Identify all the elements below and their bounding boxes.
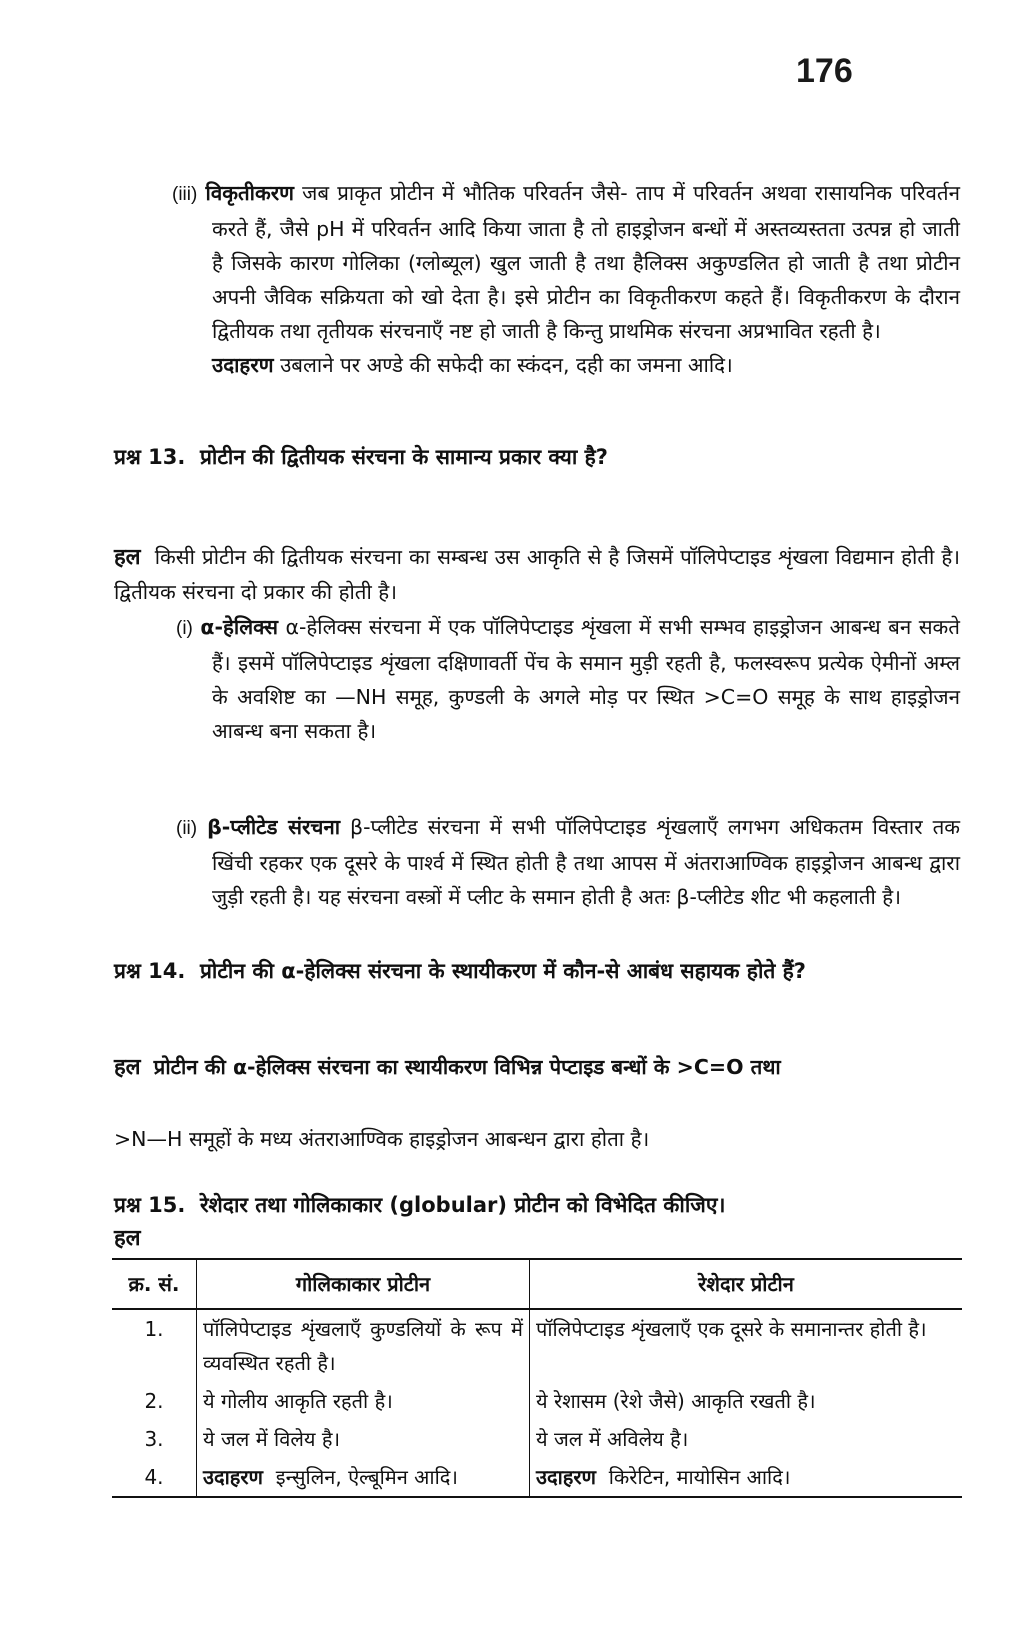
answer-text: किसी प्रोटीन की द्वितीयक संरचना का सम्बन्ध उस आकृति से है जिसमें पॉलिपेप्टाइड शृंखला विद्यमान होती है। द्वितीयक संरचना दो प्रकार की होती है। [114,545,960,604]
question-13 [114,440,954,474]
table-row [112,1382,962,1420]
answer-label: हल [114,1055,141,1080]
answer-14 [114,1050,960,1085]
denaturation-title: विकृतीकरण [205,181,294,205]
example-label: उदाहरण [212,353,274,377]
serial-cell: 4. [112,1458,197,1497]
serial-cell: 3. [144,1427,164,1451]
question-label: प्रश्न 15. [114,1193,186,1217]
fibrous-cell: पॉलिपेप्टाइड शृंखलाएँ एक दूसरे के समानान्तर होती है। [530,1309,963,1382]
table-row [112,1458,962,1497]
item-number: (ii) [176,818,198,839]
header-fibrous: रेशेदार प्रोटीन [530,1259,963,1309]
comparison-table [112,1258,962,1498]
example-text: उबलाने पर अण्डे की सफेदी का स्कंदन, दही का जमना आदि। [280,353,733,377]
answer-text: प्रोटीन की α-हेलिक्स संरचना का स्थायीकरण विभिन्न पेप्टाइड बन्धों के >C=O तथा [153,1055,781,1079]
example-label: उदाहरण [536,1465,597,1489]
beta-pleated-title: β-प्लीटेड संरचना [207,815,341,839]
question-text: प्रोटीन की α-हेलिक्स संरचना के स्थायीकरण में कौन-से आबंध सहायक होते हैं? [199,959,806,983]
question-text: प्रोटीन की द्वितीयक संरचना के सामान्य प्रकार क्या है? [199,445,608,469]
globular-cell [197,1458,530,1497]
fibrous-cell: ये जल में अविलेय है। [530,1420,963,1458]
table-header-row [112,1259,962,1309]
beta-pleated-text: β-प्लीटेड संरचना में सभी पॉलिपेप्टाइड शृंखलाएँ लगभग अधिकतम विस्तार तक खिंची रहकर एक दूसरे के पार्श्व में स्थित होती है तथा आपस में अंतराआण्विक हाइड्रोजन आबन्ध द्वारा जुड़ी रहती है। यह संरचना वस्त्रों में प्लीट के समान होती है अतः β-प्लीटेड शीट भी कहलाती है। [212,815,960,909]
answer-label: हल [114,1226,141,1251]
question-label: प्रश्न 14. [114,959,186,983]
example-label: उदाहरण [203,1465,264,1489]
answer-14-continued [114,1122,960,1156]
alpha-helix-title: α-हेलिक्स [200,615,278,639]
denaturation-section [172,176,960,382]
alpha-helix-text: α-हेलिक्स संरचना में एक पॉलिपेप्टाइड शृंखला में सभी सम्भव हाइड्रोजन आबन्ध बन सकते हैं। इसमें पॉलिपेप्टाइड शृंखला दक्षिणावर्ती पेंच के समान मुड़ी रहती है, फलस्वरूप प्रत्येक ऐमीनों अम्ल के अवशिष्ट का —NH समूह, कुण्डली के अगले मोड़ पर स्थित >C=O समूह के साथ हाइड्रोजन आबन्ध बना सकता है। [212,615,960,743]
answer-label: हल [114,545,141,570]
header-globular: गोलिकाकार प्रोटीन [197,1259,530,1309]
answer-text: >N—H समूहों के मध्य अंतराआण्विक हाइड्रोजन आबन्धन द्वारा होता है। [114,1127,650,1151]
question-15 [114,1188,960,1222]
fibrous-cell: ये रेशासम (रेशे जैसे) आकृति रखती है। [530,1382,963,1420]
denaturation-text: जब प्राकृत प्रोटीन में भौतिक परिवर्तन जैसे- ताप में परिवर्तन अथवा रासायनिक परिवर्तन करते हैं, जैसे pH में परिवर्तन आदि किया जाता है तो हाइड्रोजन बन्धों में अस्तव्यस्तता उत्पन्न हो जाती है जिसके कारण गोलिका (ग्लोब्यूल) खुल जाती है तथा हैलिक्स अकुण्डलित हो जाती है तथा प्रोटीन अपनी जैविक सक्रियता को खो देता है। इसे प्रोटीन का विकृतीकरण कहते हैं। विकृतीकरण के दौरान द्वितीयक तथा तृतीयक संरचनाएँ नष्ट हो जाती है किन्तु प्राथमिक संरचना अप्रभावित रहती है। [212,181,960,343]
table-row [112,1420,962,1458]
serial-cell: 1. [144,1317,164,1341]
answer-13 [114,540,960,609]
serial-cell: 2. [144,1389,164,1413]
question-label: प्रश्न 13. [114,445,186,469]
item-number: (i) [176,618,193,639]
table-row [112,1309,962,1382]
globular-cell: पॉलिपेप्टाइड शृंखलाएँ कुण्डलियों के रूप में व्यवस्थित रहती है। [197,1309,530,1382]
fibrous-cell [530,1458,963,1497]
fibrous-example: किरेटिन, मायोसिन आदि। [608,1465,791,1489]
globular-cell: ये गोलीय आकृति रहती है। [197,1382,530,1420]
question-14 [114,956,960,986]
item-number: (iii) [172,184,198,205]
question-text: रेशेदार तथा गोलिकाकार (globular) प्रोटीन को विभेदित कीजिए। [199,1193,726,1217]
beta-pleated-item [176,810,960,914]
header-serial: क्र. सं. [112,1259,197,1309]
page-number: 176 [796,52,853,90]
alpha-helix-item [176,610,960,748]
globular-cell: ये जल में विलेय है। [197,1420,530,1458]
globular-example: इन्सुलिन, ऐल्बूमिन आदि। [275,1465,459,1489]
